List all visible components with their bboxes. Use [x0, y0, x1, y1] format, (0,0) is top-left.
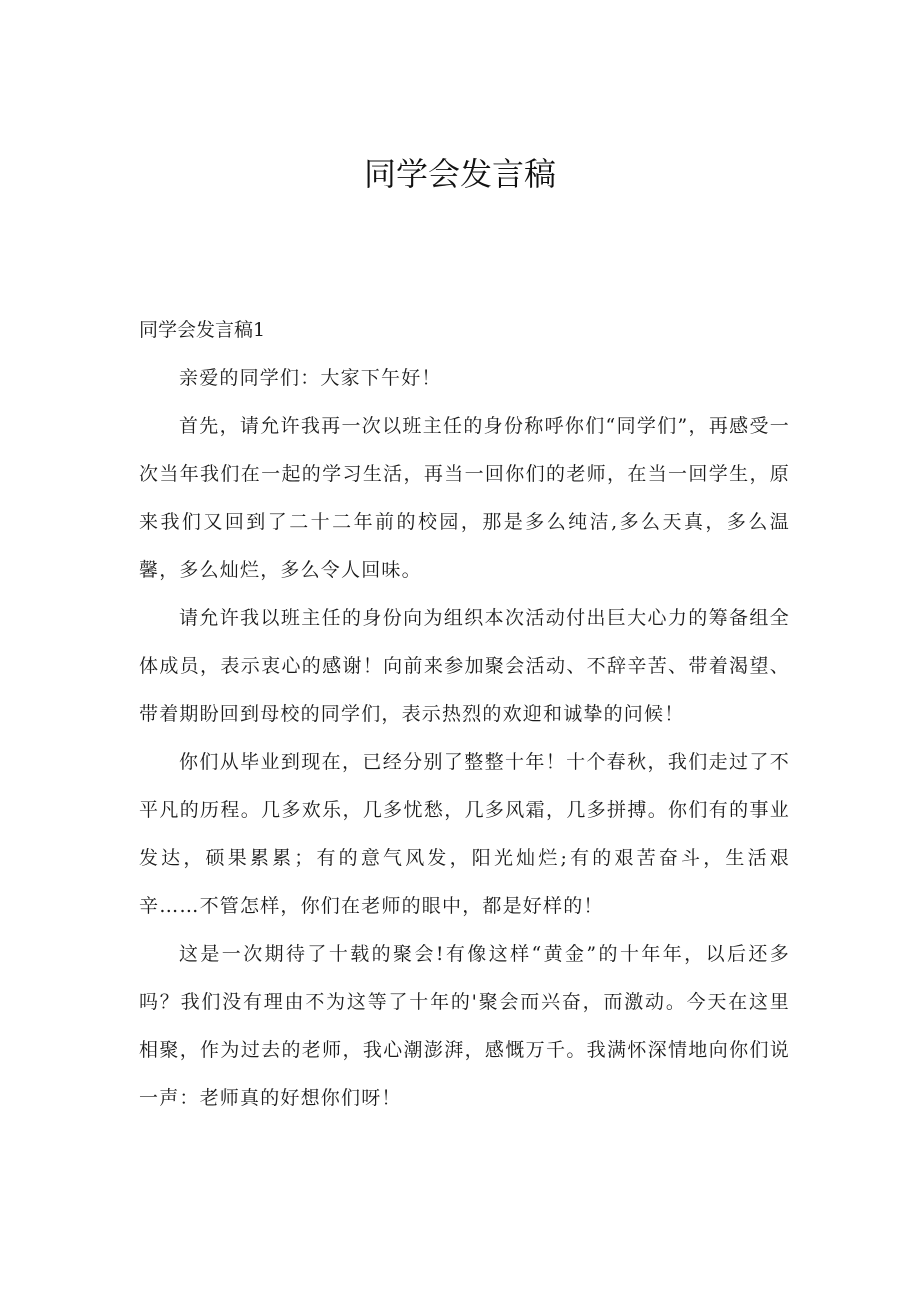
- body-paragraph: 这是一次期待了十载的聚会!有像这样“黄金”的十年年，以后还多吗？我们没有理由不为这等了十年的'聚会而兴奋，而激动。今天在这里相聚，作为过去的老师，我心潮澎湃，感慨万千。我满怀深情地向你们说一声：老师真的好想你们呀！: [139, 943, 790, 1109]
- body-paragraph: 你们从毕业到现在，已经分别了整整十年！十个春秋，我们走过了不平凡的历程。几多欢乐，几多忧愁，几多风霜，几多拼搏。你们有的事业发达，硕果累累；有的意气风发，阳光灿烂;有的艰苦奋斗，生活艰辛……不管怎样，你们在老师的眼中，都是好样的！: [139, 751, 790, 917]
- document-title: 同学会发言稿: [363, 155, 556, 193]
- body-paragraph: 请允许我以班主任的身份向为组织本次活动付出巨大心力的筹备组全体成员，表示衷心的感谢！向前来参加聚会活动、不辞辛苦、带着渴望、带着期盼回到母校的同学们，表示热烈的欢迎和诚挚的问候！: [139, 607, 790, 725]
- greeting-paragraph: 亲爱的同学们：大家下午好！: [179, 367, 442, 389]
- body-paragraph: 首先，请允许我再一次以班主任的身份称呼你们“同学们”，再感受一次当年我们在一起的学习生活，再当一回你们的老师，在当一回学生，原来我们又回到了二十二年前的校园，那是多么纯洁,多么天真，多么温馨，多么灿烂，多么令人回味。: [139, 415, 790, 581]
- section-heading: 同学会发言稿1: [139, 319, 266, 341]
- document-body: [139, 306, 790, 1122]
